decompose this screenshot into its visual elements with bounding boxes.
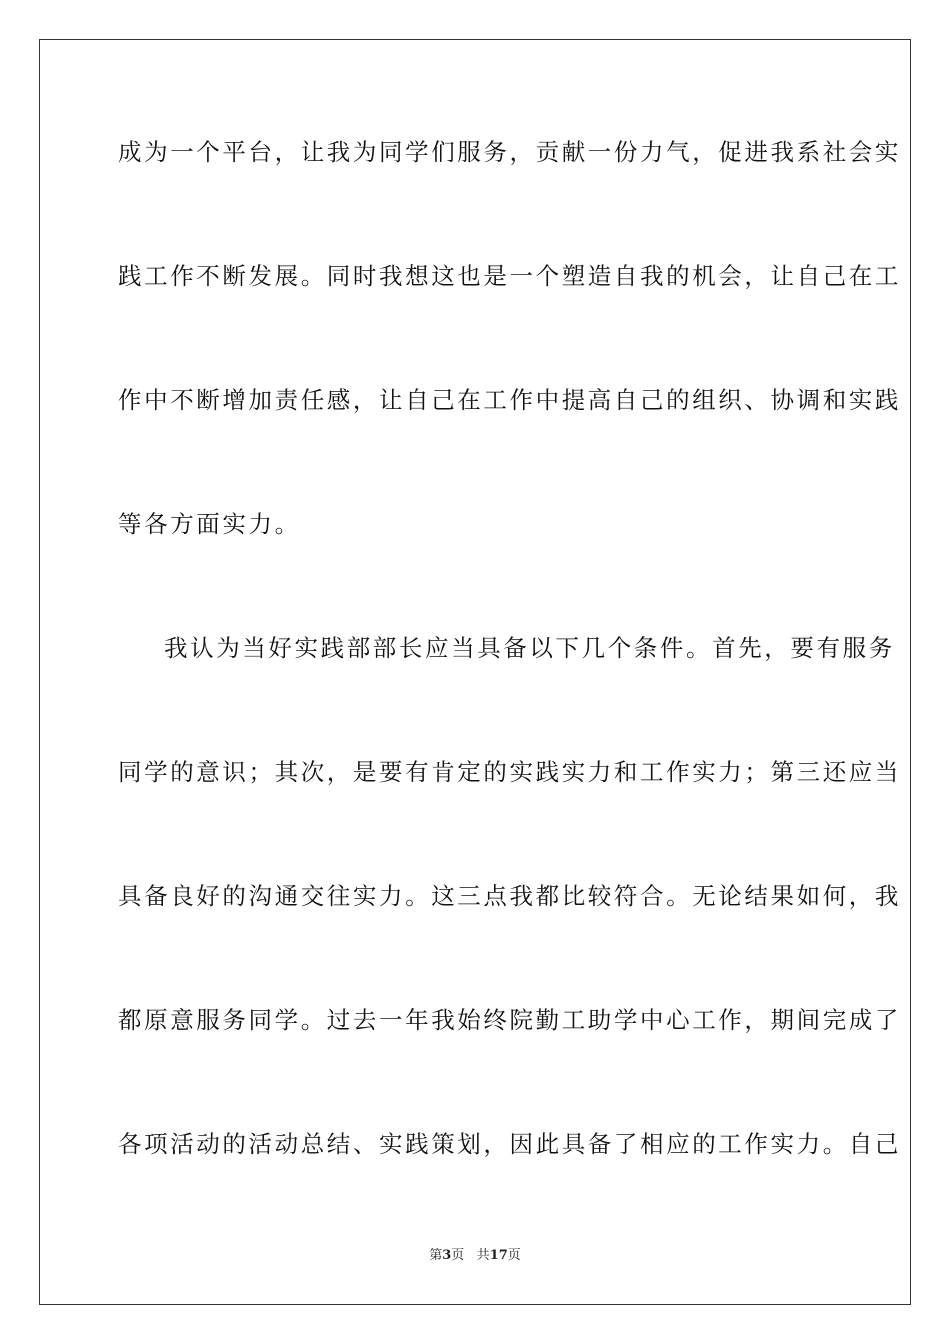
paragraph-line: 都原意服务同学。过去一年我始终院勤工助学中心工作，期间完成了 — [118, 1006, 901, 1034]
paragraph-line: 作中不断增加责任感，让自己在工作中提高自己的组织、协调和实践 — [118, 386, 901, 414]
paragraph-line: 成为一个平台，让我为同学们服务，贡献一份力气，促进我系社会实 — [118, 138, 901, 166]
paragraph-line: 具备良好的沟通交往实力。这三点我都比较符合。无论结果如何，我 — [118, 882, 901, 910]
footer-total-pages: 17 — [489, 1248, 508, 1263]
footer-page-prefix: 第 — [429, 1248, 443, 1263]
paragraph-line: 同学的意识；其次，是要有肯定的实践实力和工作实力；第三还应当 — [118, 758, 901, 786]
footer-total-suffix: 页 — [507, 1248, 521, 1263]
paragraph-line: 我认为当好实践部部长应当具备以下几个条件。首先，要有服务 — [164, 634, 895, 662]
paragraph-line: 等各方面实力。 — [118, 510, 301, 538]
footer-page-suffix: 页 — [451, 1248, 465, 1263]
footer-total-prefix: 共 — [476, 1248, 490, 1263]
page-border — [39, 39, 911, 1305]
paragraph-line: 各项活动的活动总结、实践策划，因此具备了相应的工作实力。自己 — [118, 1130, 901, 1158]
paragraph-line: 践工作不断发展。同时我想这也是一个塑造自我的机会，让自己在工 — [118, 262, 901, 290]
page-footer — [0, 1247, 950, 1265]
footer-page-number: 3 — [442, 1248, 452, 1263]
